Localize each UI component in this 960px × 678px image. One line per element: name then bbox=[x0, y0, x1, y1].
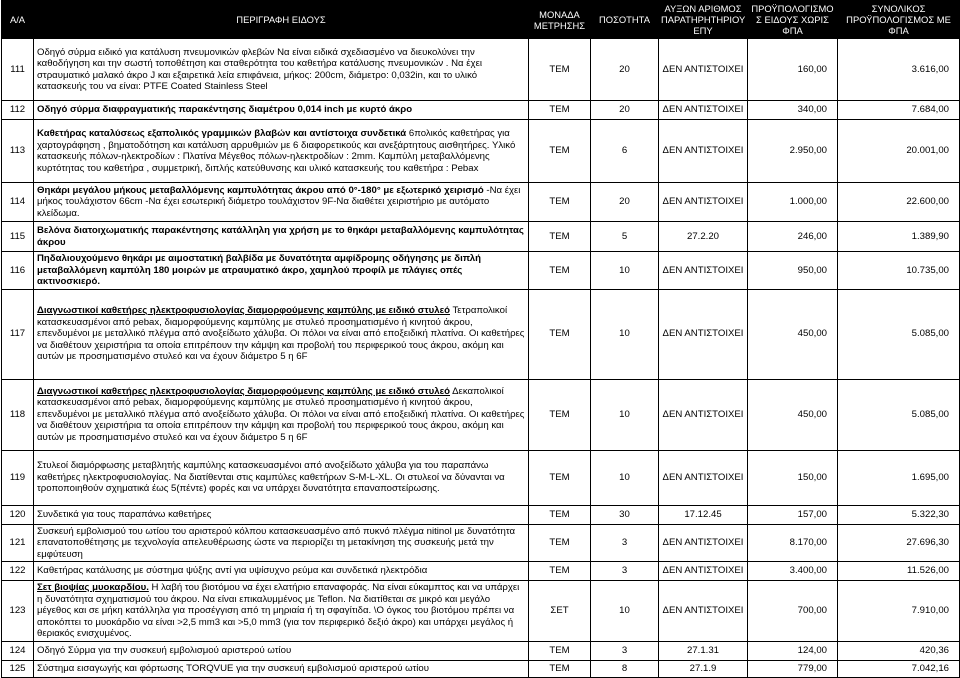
row-quantity: 10 bbox=[591, 379, 659, 450]
table-row bbox=[2, 183, 960, 222]
row-description bbox=[34, 450, 529, 505]
table-row bbox=[2, 39, 960, 101]
row-description bbox=[34, 505, 529, 524]
row-total-budget: 5.085,00 bbox=[838, 379, 960, 450]
row-description-text: Δεκαπολικοί κατασκευασμένοι από pebax, διαμορφούμενης καμπύλης με στυλεό προσηματισμένο ή κινητού άκρου, επενδυμένοι με μεταλλικό πλέγμα από ανοξείδωτο χάλυβα. Οι πόλοι να είναι από εποξειδική πλατίνα. Οι καθετήρες να διαθέτουν χειριστήρια τα οποία επιτρέπουν την κάμψη και προβολή του περιφερικού τους άκρου, ακόμη και αυτών με προσηματισμένο στυλεό και να έχουν διάμετρο 5 η 6F bbox=[37, 385, 525, 443]
row-description-bold: Βελόνα διατοιχωματικής παρακέντησης κατάλληλη για χρήση με το θηκάρι μεταβαλλόμενης καμπυλότητας άκρου bbox=[37, 225, 524, 248]
row-catalog-number: 27.1.31 bbox=[659, 641, 748, 660]
table-row bbox=[2, 379, 960, 450]
row-total-budget: 1.389,90 bbox=[838, 222, 960, 252]
row-unit-budget: 124,00 bbox=[748, 641, 838, 660]
table-row bbox=[2, 222, 960, 252]
row-catalog-number: ΔΕΝ ΑΝΤΙΣΤΟΙΧΕΙ bbox=[659, 581, 748, 642]
row-quantity: 10 bbox=[591, 252, 659, 290]
row-quantity: 10 bbox=[591, 289, 659, 379]
row-unit: ΤΕΜ bbox=[529, 101, 591, 120]
row-total-budget: 7.042,16 bbox=[838, 660, 960, 677]
row-description bbox=[34, 120, 529, 183]
row-description-text: Οδηγό Σύρμα για την συσκευή εμβολισμού αριστερού ωτίου bbox=[37, 644, 292, 656]
row-catalog-number: ΔΕΝ ΑΝΤΙΣΤΟΙΧΕΙ bbox=[659, 252, 748, 290]
table-row bbox=[2, 524, 960, 562]
row-description-bold: Καθετήρας καταλύσεως εξαπολικός γραμμικών βλαβών και αντίστοιχα συνδετικά bbox=[37, 128, 407, 139]
row-number: 111 bbox=[2, 39, 34, 101]
row-total-budget: 20.001,00 bbox=[838, 120, 960, 183]
row-unit-budget: 246,00 bbox=[748, 222, 838, 252]
row-description-text: Οδηγό σύρμα ειδικό για κατάλυση πνευμονικών φλεβών Να είναι ειδικά σχεδιασμένο να διευκολύνει την καθοδήγηση και την σωστή τοποθέτηση και σταθερότητα του καθετήρα κατάλυσης πνευμονικών . Να έχει στραυματικό μαλακό άκρο J και εξαιρετικά λεία επιφάνεια, μήκος: 200cm, διάμετρο: 0,032in, και το υλικό κατασκευής του να είναι: PTFE Coated Stainless Steel bbox=[37, 46, 482, 92]
row-unit-budget: 700,00 bbox=[748, 581, 838, 642]
row-catalog-number: ΔΕΝ ΑΝΤΙΣΤΟΙΧΕΙ bbox=[659, 562, 748, 581]
row-catalog-number: ΔΕΝ ΑΝΤΙΣΤΟΙΧΕΙ bbox=[659, 39, 748, 101]
row-total-budget: 1.695,00 bbox=[838, 450, 960, 505]
row-unit-budget: 150,00 bbox=[748, 450, 838, 505]
row-description-bold: Σετ βιοψίας μυοκαρδίου. bbox=[37, 582, 149, 593]
row-unit-budget: 3.400,00 bbox=[748, 562, 838, 581]
header-total-budget: ΣΥΝΟΛΙΚΟΣ ΠΡΟΫΠΟΛΟΓΙΣΜΟΣ ΜΕ ΦΠΑ bbox=[838, 1, 960, 39]
row-description-text: Σύστημα εισαγωγής και φόρτωσης TORQVUE για την συσκευή εμβολισμού αριστερού ωτίου bbox=[37, 662, 429, 674]
row-quantity: 3 bbox=[591, 641, 659, 660]
row-unit: ΤΕΜ bbox=[529, 183, 591, 222]
row-description-text: Συνδετικά για τους παραπάνω καθετήρες bbox=[37, 508, 212, 520]
row-number: 118 bbox=[2, 379, 34, 450]
row-unit: ΤΕΜ bbox=[529, 450, 591, 505]
row-total-budget: 7.910,00 bbox=[838, 581, 960, 642]
row-number: 119 bbox=[2, 450, 34, 505]
row-description-bold: Θηκάρι μεγάλου μήκους μεταβαλλόμενης καμπυλότητας άκρου από 0°-180° με εξωτερικό χειρισμό bbox=[37, 184, 484, 196]
row-unit-budget: 2.950,00 bbox=[748, 120, 838, 183]
row-catalog-number: ΔΕΝ ΑΝΤΙΣΤΟΙΧΕΙ bbox=[659, 450, 748, 505]
row-quantity: 6 bbox=[591, 120, 659, 183]
row-description bbox=[34, 562, 529, 581]
row-unit-budget: 450,00 bbox=[748, 289, 838, 379]
header-description: ΠΕΡΙΓΡΑΦΗ ΕΙΔΟΥΣ bbox=[34, 1, 529, 39]
row-unit-budget: 450,00 bbox=[748, 379, 838, 450]
row-total-budget: 3.616,00 bbox=[838, 39, 960, 101]
table-row bbox=[2, 450, 960, 505]
header-quantity: ΠΟΣΟΤΗΤΑ bbox=[591, 1, 659, 39]
row-quantity: 10 bbox=[591, 581, 659, 642]
row-catalog-number: 17.12.45 bbox=[659, 505, 748, 524]
row-quantity: 20 bbox=[591, 39, 659, 101]
row-quantity: 3 bbox=[591, 562, 659, 581]
row-number: 116 bbox=[2, 252, 34, 290]
header-row bbox=[2, 1, 960, 39]
row-description-text: Συσκευή εμβολισμού του ωτίου του αριστερού κόλπου κατασκευασμένο από πυκνό πλέγμα nitinol με δυνατότητα επανατοποθέτησης με τεχνολογία απελευθέρωσης ώστε να περιορίζει τη μετακίνηση της συσκευής μετά την εμφύτευση bbox=[37, 525, 516, 560]
table-row bbox=[2, 660, 960, 677]
row-description-bold: Οδηγό σύρμα διαφραγματικής παρακέντησης διαμέτρου 0,014 inch με κυρτό άκρο bbox=[37, 104, 413, 116]
row-unit-budget: 779,00 bbox=[748, 660, 838, 677]
header-aa: Α/Α bbox=[2, 1, 34, 39]
row-description bbox=[34, 581, 529, 642]
row-unit: ΣΕΤ bbox=[529, 581, 591, 642]
row-description bbox=[34, 183, 529, 222]
row-catalog-number: ΔΕΝ ΑΝΤΙΣΤΟΙΧΕΙ bbox=[659, 379, 748, 450]
row-total-budget: 11.526,00 bbox=[838, 562, 960, 581]
row-quantity: 8 bbox=[591, 660, 659, 677]
row-quantity: 10 bbox=[591, 450, 659, 505]
row-number: 120 bbox=[2, 505, 34, 524]
row-description bbox=[34, 252, 529, 290]
row-unit: ΤΕΜ bbox=[529, 641, 591, 660]
row-catalog-number: ΔΕΝ ΑΝΤΙΣΤΟΙΧΕΙ bbox=[659, 183, 748, 222]
table-row bbox=[2, 581, 960, 642]
row-total-budget: 10.735,00 bbox=[838, 252, 960, 290]
row-unit: ΤΕΜ bbox=[529, 379, 591, 450]
row-number: 112 bbox=[2, 101, 34, 120]
row-quantity: 30 bbox=[591, 505, 659, 524]
row-number: 122 bbox=[2, 562, 34, 581]
row-description bbox=[34, 289, 529, 379]
row-description bbox=[34, 641, 529, 660]
row-unit: ΤΕΜ bbox=[529, 252, 591, 290]
row-description bbox=[34, 222, 529, 252]
row-quantity: 5 bbox=[591, 222, 659, 252]
row-unit-budget: 8.170,00 bbox=[748, 524, 838, 562]
row-description bbox=[34, 379, 529, 450]
row-catalog-number: 27.2.20 bbox=[659, 222, 748, 252]
table-row bbox=[2, 101, 960, 120]
header-unit-budget: ΠΡΟΫΠΟΛΟΓΙΣΜΟ Σ ΕΙΔΟΥΣ ΧΩΡΙΣ ΦΠΑ bbox=[748, 1, 838, 39]
row-catalog-number: ΔΕΝ ΑΝΤΙΣΤΟΙΧΕΙ bbox=[659, 120, 748, 183]
row-catalog-number: ΔΕΝ ΑΝΤΙΣΤΟΙΧΕΙ bbox=[659, 289, 748, 379]
row-unit-budget: 1.000,00 bbox=[748, 183, 838, 222]
table-row bbox=[2, 641, 960, 660]
row-unit-budget: 157,00 bbox=[748, 505, 838, 524]
header-catalog-number: ΑΥΞΩΝ ΑΡΙΘΜΟΣ ΠΑΡΑΤΗΡΗΤΗΡΙΟΥ ΕΠΥ bbox=[659, 1, 748, 39]
row-unit: ΤΕΜ bbox=[529, 524, 591, 562]
table-row bbox=[2, 120, 960, 183]
row-description-bold: Διαγνωστικοί καθετήρες ηλεκτροφυσιολογίας διαμορφούμενης καμπύλης με ειδικό στυλεό bbox=[37, 305, 450, 317]
row-description-text: Στυλεοί διαμόρφωσης μεταβλητής καμπύλης κατασκευασμένοι από ανοξείδωτο χάλυβα για του παραπάνω καθετήρες ηλεκτροφυσιολογίας. Να διατίθενται στις καμπύλες καθετήρων S-M-L-XL. Οι στυλεοί να δύνανται να τροποποιηθούν σχηματικά έως 5(πέντε) φορές και να υπάρχει δυνατότητα επαναποστείρωσης. bbox=[37, 460, 505, 495]
table-row bbox=[2, 562, 960, 581]
budget-table bbox=[1, 0, 960, 678]
row-catalog-number: ΔΕΝ ΑΝΤΙΣΤΟΙΧΕΙ bbox=[659, 101, 748, 120]
row-total-budget: 27.696,30 bbox=[838, 524, 960, 562]
row-description-text: Τετραπολικοί κατασκευασμένοι από pebax, διαμορφούμενης καμπύλης με στυλεό προσηματισμένο ή κινητού άκρου, επενδυμένοι με μεταλλικό πλέγμα από ανοξείδωτο χάλυβα. Οι πόλοι να είναι από εποξειδική πλατίνα. Οι καθετήρες να διαθέτουν χειριστήρια τα οποία επιτρέπουν την κάμψη και προβολή του περιφερικού τους άκρου, ακόμη και αυτών με προσηματισμένο στυλεό και να έχουν διάμετρο 5 η 6F bbox=[37, 305, 525, 363]
row-number: 121 bbox=[2, 524, 34, 562]
table-row bbox=[2, 289, 960, 379]
row-number: 115 bbox=[2, 222, 34, 252]
row-total-budget: 420,36 bbox=[838, 641, 960, 660]
row-total-budget: 22.600,00 bbox=[838, 183, 960, 222]
row-unit: ΤΕΜ bbox=[529, 39, 591, 101]
table-row bbox=[2, 505, 960, 524]
row-number: 114 bbox=[2, 183, 34, 222]
row-catalog-number: 27.1.9 bbox=[659, 660, 748, 677]
row-number: 124 bbox=[2, 641, 34, 660]
row-description bbox=[34, 660, 529, 677]
row-number: 125 bbox=[2, 660, 34, 677]
row-number: 123 bbox=[2, 581, 34, 642]
row-quantity: 20 bbox=[591, 183, 659, 222]
row-quantity: 20 bbox=[591, 101, 659, 120]
row-unit: ΤΕΜ bbox=[529, 562, 591, 581]
row-number: 117 bbox=[2, 289, 34, 379]
row-description bbox=[34, 524, 529, 562]
row-number: 113 bbox=[2, 120, 34, 183]
row-unit: ΤΕΜ bbox=[529, 660, 591, 677]
row-catalog-number: ΔΕΝ ΑΝΤΙΣΤΟΙΧΕΙ bbox=[659, 524, 748, 562]
row-total-budget: 5.085,00 bbox=[838, 289, 960, 379]
row-description bbox=[34, 101, 529, 120]
row-unit: ΤΕΜ bbox=[529, 222, 591, 252]
row-description bbox=[34, 39, 529, 101]
row-unit-budget: 950,00 bbox=[748, 252, 838, 290]
row-unit: ΤΕΜ bbox=[529, 505, 591, 524]
row-description-text: Η λαβή του βιοτόμου να έχει ελατήριο επαναφοράς. Να είναι εύκαμπτος και να υπάρχει η δυνατότητα σχηματισμού του άκρου. Να είναι επικαλυμμένος με Teflon. Να διατίθεται σε μικρό και μεγάλο μέγεθος και σε μήκη κατάλληλα για προσέγγιση από τη μηριαία ή τη σφαγίτιδα. \Ο όγκος του βιοτόμου πρέπει να αποκόπτει το μυοκάρδιο να είναι >2,5 mm3 και >5,0 mm3 (για τον περιφερικό δεξιό άκρο) και υπάρχει μεγάλος ή θεριακός ενισχυμένος. bbox=[37, 582, 520, 639]
row-unit-budget: 160,00 bbox=[748, 39, 838, 101]
row-unit-budget: 340,00 bbox=[748, 101, 838, 120]
row-quantity: 3 bbox=[591, 524, 659, 562]
table-row bbox=[2, 252, 960, 290]
row-unit: ΤΕΜ bbox=[529, 289, 591, 379]
row-total-budget: 5.322,30 bbox=[838, 505, 960, 524]
row-unit: ΤΕΜ bbox=[529, 120, 591, 183]
row-description-text: 6πολικός καθετήρας για χαρτογράφηση , βηματοδότηση και κατάλυση αρρυθμιών με 6 διαφορετικούς και ανεξάρτητους αισθητήρες. Υλικό κατασκευής πόλων-ηλεκτροδίων : Πλατίνα Μέγεθος πόλων-ηλεκτροδίων : 2mm. Καμπύλη μεταβαλλόμενης κυρτότητας του καθετήρα , συμμετρική, διπλής κατεύθυνσης και υλικό κατασκευής του καθετήρα : Pebax bbox=[37, 128, 516, 174]
row-description-bold: Πηδαλιουχούμενο θηκάρι με αιμοστατική βαλβίδα με δυνατότητα αμφίδρομης οδήγησης με διπλή μεταβαλλόμενη καμπύλη 180 μοιρών με ατραυματικό άκρο, χαμηλού προφίλ με πλάγιες οπές ακτινοσκιερό. bbox=[37, 253, 481, 287]
header-unit: ΜΟΝΑΔΑ ΜΕΤΡΗΣΗΣ bbox=[529, 1, 591, 39]
row-total-budget: 7.684,00 bbox=[838, 101, 960, 120]
row-description-bold: Διαγνωστικοί καθετήρες ηλεκτροφυσιολογίας διαμορφούμενης καμπύλης με ειδικό στυλεό bbox=[37, 385, 450, 397]
row-description-text: Καθετήρας κατάλυσης με σύστημα ψύξης αντί για υψίσυχνο ρεύμα και συνδετικά ηλεκτρόδια bbox=[37, 565, 428, 577]
row-description-text: -Να έχει μήκος τουλάχιστον 66cm -Να έχει εσωτερική διάμετρο τουλάχιστον 9F-Να διαθέτει χειριστήριο με αυτόματο κλείδωμα. bbox=[37, 184, 521, 219]
